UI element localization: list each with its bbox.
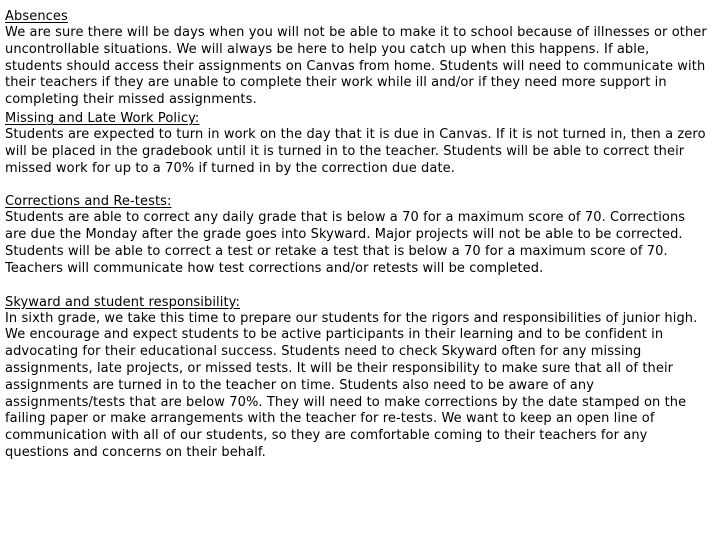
section-late-work xyxy=(5,111,710,177)
corrections-body: Students are able to correct any daily grade that is below a 70 for a maximum score of 70. Corrections are due the Monday after the grade goes into Skyward. Major projects will not be able to be corrected. Students will be able to correct a test or retake a test that is below a 70 for a maximum score of 70. Teachers will communicate how test corrections and/or retests will be completed. xyxy=(5,210,686,276)
spacer xyxy=(5,177,710,194)
skyward-body: In sixth grade, we take this time to prepare our students for the rigors and responsibilities of junior high. We encourage and expect students to be active participants in their learning and to be confident in advocating for their educational success. Students need to check Skyward often for any missing assignments, late projects, or missed tests. It will be their responsibility to make sure that all of their assignments are turned in to the teacher on time. Students also need to be aware of any assignments/tests that are below 70%. They will need to make corrections by the date stamped on the failing paper or make arrangements with the teacher for re-tests. We want to keep an open line of communication with all of our students, so they are comfortable coming to their teachers for any questions and concerns on their behalf. xyxy=(5,310,698,460)
absences-heading: Absences xyxy=(5,9,68,24)
corrections-heading: Corrections and Re-tests: xyxy=(5,194,172,210)
section-skyward xyxy=(5,295,710,462)
skyward-heading: Skyward and student responsibility: xyxy=(5,294,240,310)
spacer xyxy=(5,278,710,295)
section-absences xyxy=(5,9,710,109)
document-page xyxy=(5,9,710,462)
late-work-body: Students are expected to turn in work on the day that it is due in Canvas. If it is not turned in, then a zero will be placed in the gradebook until it is turned in to the teacher. Students will be able to correct their missed work for up to a 70% if turned in by the correction due date. xyxy=(5,126,706,176)
absences-body: We are sure there will be days when you will not be able to make it to school because of illnesses or other uncontrollable situations. We will always be here to help you catch up when this happens. If able, students should access their assignments on Canvas from home. Students will need to communicate with their teachers if they are unable to complete their work while ill and/or if they need more support in completing their missed assignments. xyxy=(5,25,707,108)
section-corrections xyxy=(5,194,710,277)
late-work-heading: Missing and Late Work Policy: xyxy=(5,110,200,126)
